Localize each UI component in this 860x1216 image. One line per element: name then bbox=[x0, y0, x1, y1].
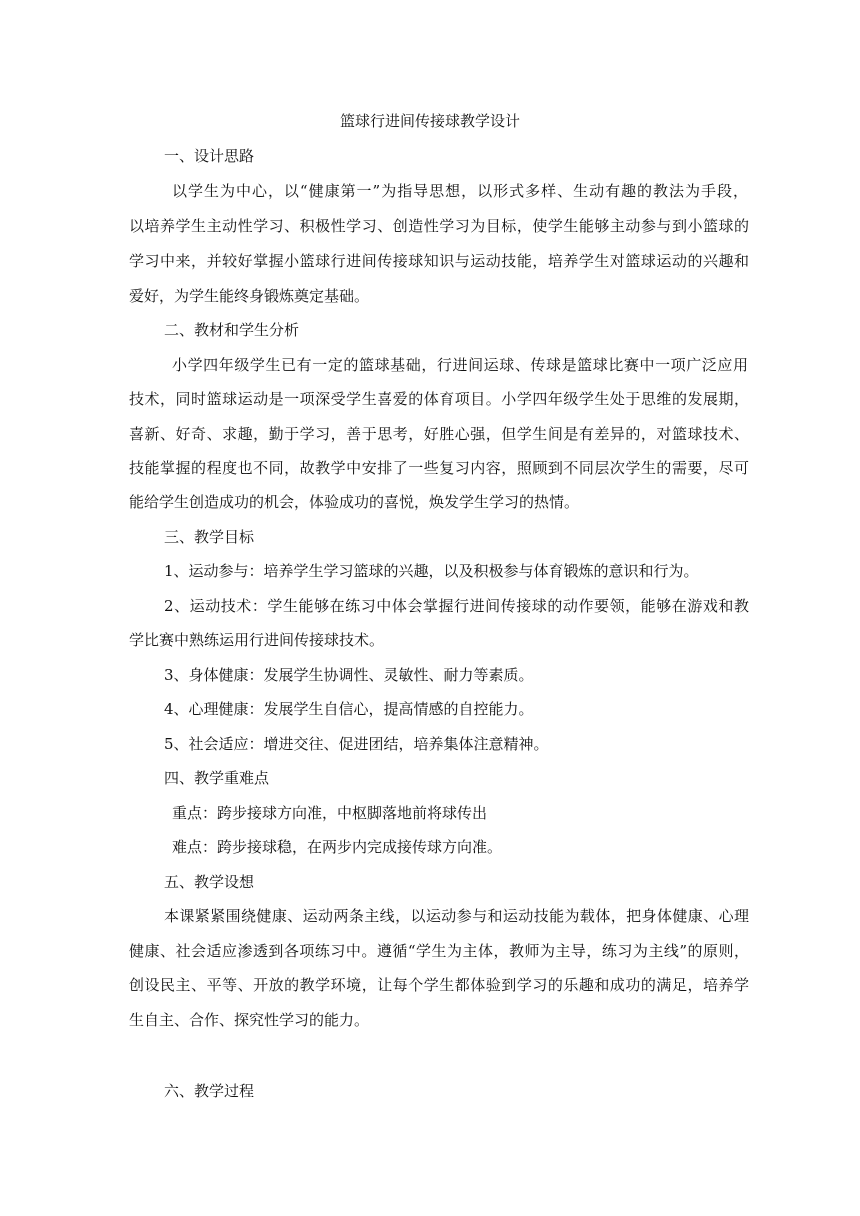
section-heading-teaching-goals: 三、教学目标 bbox=[164, 528, 255, 546]
section-heading-teaching-process: 六、教学过程 bbox=[164, 1082, 255, 1100]
section-heading-key-points: 四、教学重难点 bbox=[164, 769, 270, 787]
paragraph-line: 能给学生创造成功的机会，体验成功的喜悦，焕发学生学习的热情。 bbox=[129, 493, 580, 511]
paragraph-line: 喜新、好奇、求趣，勤于学习，善于思考，好胜心强，但学生间是有差异的，对篮球技术、 bbox=[129, 425, 749, 443]
goal-item: 2、运动技术：学生能够在练习中体会掌握行进间传接球的动作要领，能够在游戏和教 bbox=[164, 597, 749, 615]
paragraph-line: 创设民主、平等、开放的教学环境，让每个学生都体验到学习的乐趣和成功的满足，培养学 bbox=[129, 976, 749, 994]
difficult-point: 难点：跨步接球稳，在两步内完成接传球方向准。 bbox=[172, 838, 503, 856]
paragraph-line: 以学生为中心，以“健康第一”为指导思想，以形式多样、生动有趣的教法为手段， bbox=[172, 182, 748, 200]
paragraph-line: 健康、社会适应渗透到各项练习中。遵循“学生为主体，教师为主导，练习为主线”的原则， bbox=[129, 942, 749, 960]
key-point: 重点：跨步接球方向准，中枢脚落地前将球传出 bbox=[172, 804, 488, 822]
goal-item: 5、社会适应：增进交往、促进团结，培养集体注意精神。 bbox=[164, 735, 549, 753]
section-heading-material-analysis: 二、教材和学生分析 bbox=[164, 321, 300, 339]
goal-item-continued: 学比赛中熟练运用行进间传接球技术。 bbox=[129, 631, 385, 649]
paragraph-line: 技能掌握的程度也不同，故教学中安排了一些复习内容，照顾到不同层次学生的需要，尽可 bbox=[129, 459, 749, 477]
section-heading-design-idea: 一、设计思路 bbox=[164, 147, 255, 165]
paragraph-line: 小学四年级学生已有一定的篮球基础，行进间运球、传球是篮球比赛中一项广泛应用 bbox=[172, 356, 748, 374]
paragraph-line: 生自主、合作、探究性学习的能力。 bbox=[129, 1011, 370, 1029]
document-title: 篮球行进间传接球教学设计 bbox=[339, 112, 520, 130]
goal-item: 4、心理健康：发展学生自信心，提高情感的自控能力。 bbox=[164, 700, 534, 718]
section-heading-teaching-concept: 五、教学设想 bbox=[164, 873, 255, 891]
paragraph-line: 以培养学生主动性学习、积极性学习、创造性学习为目标，使学生能够主动参与到小篮球的 bbox=[129, 217, 749, 235]
paragraph-line: 技术，同时篮球运动是一项深受学生喜爱的体育项目。小学四年级学生处于思维的发展期， bbox=[129, 390, 749, 408]
paragraph-line: 学习中来，并较好掌握小篮球行进间传接球知识与运动技能，培养学生对篮球运动的兴趣和 bbox=[129, 252, 749, 270]
paragraph-line: 本课紧紧围绕健康、运动两条主线，以运动参与和运动技能为载体，把身体健康、心理 bbox=[164, 907, 749, 925]
paragraph-line: 爱好，为学生能终身锻炼奠定基础。 bbox=[129, 287, 370, 305]
goal-item: 1、运动参与：培养学生学习篮球的兴趣，以及积极参与体育锻炼的意识和行为。 bbox=[164, 562, 699, 580]
goal-item: 3、身体健康：发展学生协调性、灵敏性、耐力等素质。 bbox=[164, 666, 534, 684]
